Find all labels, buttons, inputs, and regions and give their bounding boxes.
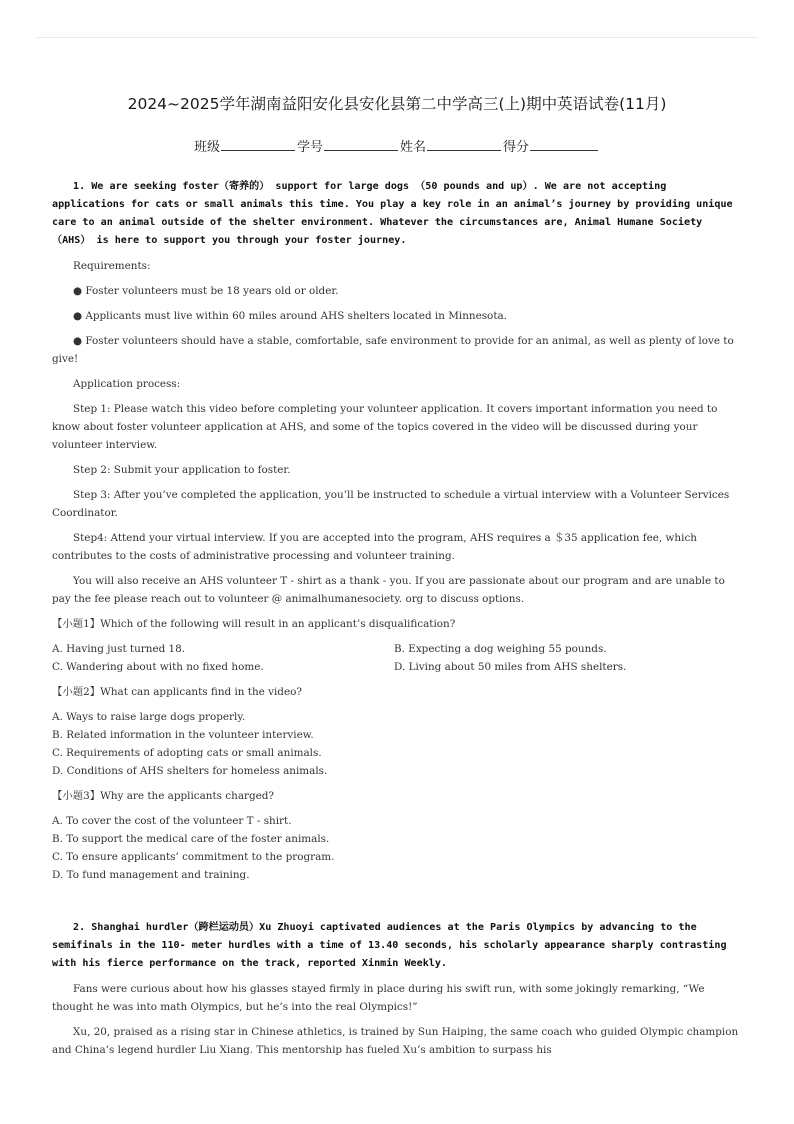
id-field[interactable] (324, 140, 398, 151)
q1-requirements-label: Requirements: (73, 260, 151, 272)
option-c[interactable]: C. Wandering about with no fixed home. (52, 661, 264, 673)
score-label: 得分 (503, 140, 530, 155)
subquestion-2-options (52, 708, 742, 780)
score-field[interactable] (530, 140, 598, 151)
option-d[interactable]: D. Living about 50 miles from AHS shelters. (394, 661, 627, 673)
top-divider (36, 37, 758, 38)
id-label: 学号 (296, 140, 323, 155)
q1-process-label: Application process: (73, 378, 181, 390)
student-info-line (0, 136, 794, 155)
q1-intro: 1. We are seeking foster（寄养的） support for large dogs （50 pounds and up）. We are not accepting applications for cats or small animals this time. You play a key role in an animal’s journey by providing unique care to an animal outside of the shelter environment. Whatever the circumstances are, Animal Humane Society （AHS） is here to support you through your foster journey. (52, 181, 733, 246)
q2-paragraph-2: Xu, 20, praised as a rising star in Chinese athletics, is trained by Sun Haiping, the same coach who guided Olympic champion and China’s legend hurdler Liu Xiang. This mentorship has fueled Xu’s ambition to surpass his (52, 1026, 739, 1056)
option-c[interactable]: C. Requirements of adopting cats or small animals. (52, 747, 322, 759)
option-a[interactable]: A. To cover the cost of the volunteer T - shirt. (52, 815, 292, 827)
option-b[interactable]: B. Expecting a dog weighing 55 pounds. (394, 643, 607, 655)
subquestion-2-stem: 【小题2】What can applicants find in the video? (52, 686, 302, 698)
q2-paragraph-1: Fans were curious about how his glasses stayed firmly in place during his swift run, with some jokingly remarking, “We thought he was into math Olympics, but he’s into the real Olympics!” (52, 983, 705, 1013)
q1-step-2: Step 2: Submit your application to foster. (73, 464, 291, 476)
option-b[interactable]: B. To support the medical care of the foster animals. (52, 833, 330, 845)
q1-requirement-2: ● Applicants must live within 60 miles around AHS shelters located in Minnesota. (73, 310, 507, 322)
name-label: 姓名 (400, 140, 427, 155)
name-field[interactable] (427, 140, 501, 151)
q1-step-1: Step 1: Please watch this video before completing your volunteer application. It covers important information you need to know about foster volunteer application at AHS, and some of the topics covered in the video will be discussed during your volunteer interview. (52, 403, 718, 451)
page-title: 2024~2025学年湖南益阳安化县安化县第二中学高三(上)期中英语试卷(11月) (127, 95, 667, 113)
question-content (52, 178, 742, 1066)
option-a[interactable]: A. Having just turned 18. (52, 643, 186, 655)
q1-step-4: Step4: Attend your virtual interview. If you are accepted into the program, AHS requires a ＄35 application fee, which contributes to the costs of administrative processing and volunteer training. (52, 532, 697, 562)
subquestion-1-stem: 【小题1】Which of the following will result in an applicant’s disqualification? (52, 618, 456, 630)
option-d[interactable]: D. To fund management and training. (52, 869, 250, 881)
q1-step-3: Step 3: After you’ve completed the application, you’ll be instructed to schedule a virtual interview with a Volunteer Services Coordinator. (52, 489, 730, 519)
subquestion-3-stem: 【小题3】Why are the applicants charged? (52, 790, 275, 802)
class-label: 班级 (193, 140, 220, 155)
subquestion-1-options (52, 640, 742, 676)
q2-intro: 2. Shanghai hurdler（跨栏运动员）Xu Zhuoyi captivated audiences at the Paris Olympics by advancing to the semifinals in the 110- meter hurdles with a time of 13.40 seconds, his scholarly appearance sharply contrasting with his fierce performance on the track, reported Xinmin Weekly. (52, 922, 727, 969)
q1-requirement-1: ● Foster volunteers must be 18 years old or older. (73, 285, 339, 297)
question-spacer (52, 891, 742, 919)
option-b[interactable]: B. Related information in the volunteer interview. (52, 729, 314, 741)
q1-closing: You will also receive an AHS volunteer T - shirt as a thank - you. If you are passionate about our program and are unable to pay the fee please reach out to volunteer @ animalhumanesociety. org to discuss options. (52, 575, 725, 605)
subquestion-3-options (52, 812, 742, 884)
option-c[interactable]: C. To ensure applicants’ commitment to the program. (52, 851, 335, 863)
option-d[interactable]: D. Conditions of AHS shelters for homeless animals. (52, 765, 328, 777)
class-field[interactable] (221, 140, 295, 151)
option-a[interactable]: A. Ways to raise large dogs properly. (52, 711, 246, 723)
q1-requirement-3: ● Foster volunteers should have a stable, comfortable, safe environment to provide for an animal, as well as plenty of love to give! (52, 335, 734, 365)
